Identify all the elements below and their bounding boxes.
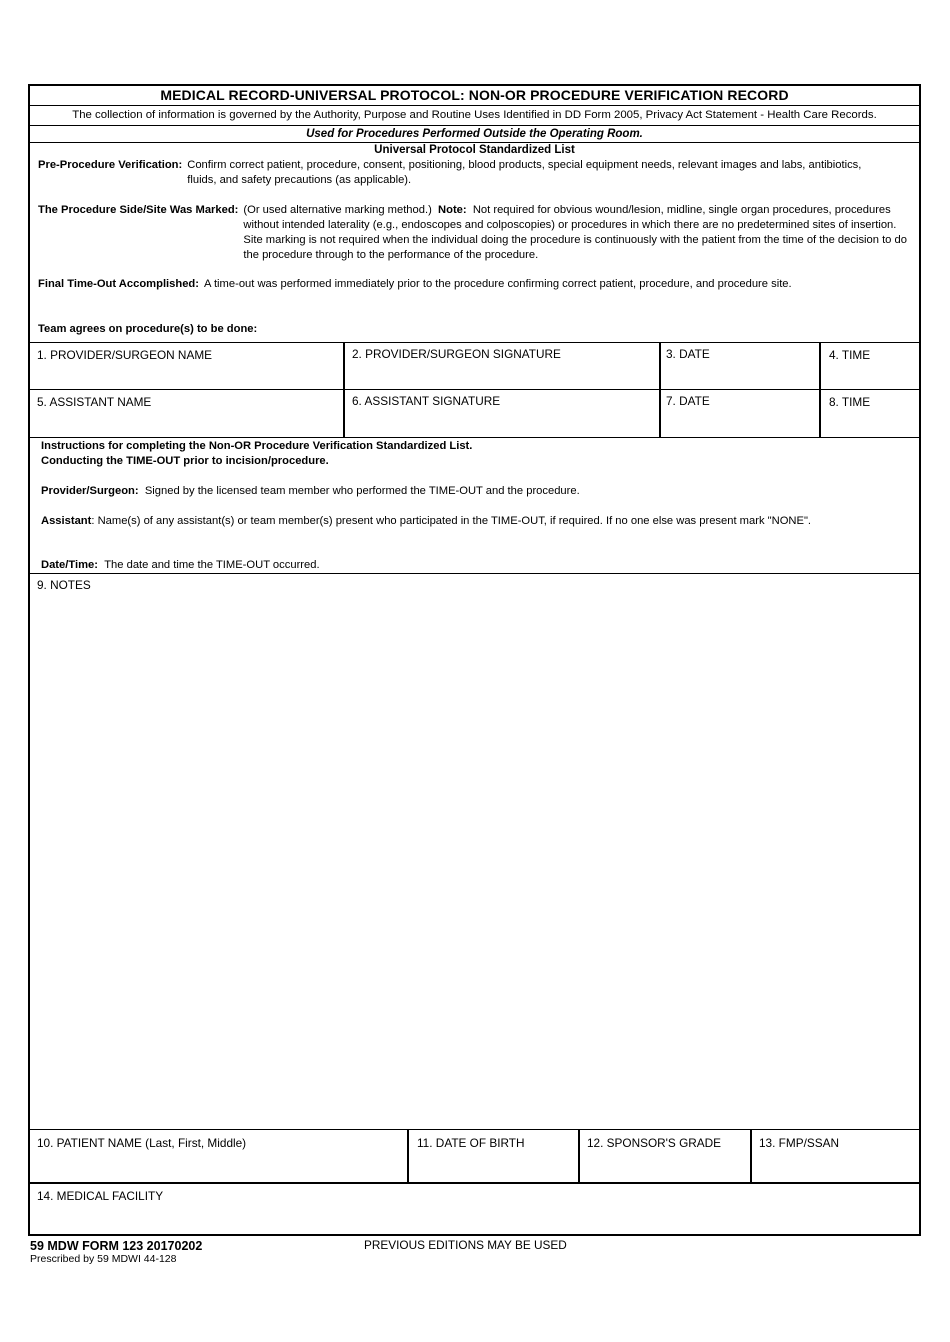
divider xyxy=(659,342,661,437)
instructions-heading: Instructions for completing the Non-OR Procedure Verification Standardized List. xyxy=(41,440,473,452)
assistant-instruction-text: : Name(s) of any assistant(s) or team member(s) present who participated in the TIME-OUT, if required. If no one else was present mark "NONE". xyxy=(91,515,812,527)
provider-instruction xyxy=(41,484,580,499)
time-field[interactable]: 4. TIME xyxy=(829,348,871,362)
instructions-subheading: Conducting the TIME-OUT prior to incision/procedure. xyxy=(41,455,329,467)
site-marked xyxy=(38,203,917,263)
divider xyxy=(750,1129,752,1182)
time-field[interactable]: 8. TIME xyxy=(829,395,871,409)
site-marked-note-label: Note: xyxy=(438,204,467,216)
patient-name-field[interactable]: 10. PATIENT NAME (Last, First, Middle) xyxy=(37,1136,247,1150)
prescribed-by: Prescribed by 59 MDWI 44-128 xyxy=(30,1253,177,1265)
divider xyxy=(30,437,919,438)
previous-editions-note: PREVIOUS EDITIONS MAY BE USED xyxy=(364,1238,567,1252)
used-for-note: Used for Procedures Performed Outside the Operating Room. xyxy=(306,128,643,140)
datetime-instruction-label: Date/Time: xyxy=(41,559,98,571)
date-of-birth-field[interactable]: 11. DATE OF BIRTH xyxy=(417,1136,525,1150)
assistant-instruction-label: Assistant xyxy=(41,515,92,527)
divider xyxy=(407,1129,409,1182)
date-field[interactable]: 7. DATE xyxy=(666,394,710,408)
final-time-out xyxy=(38,277,911,292)
site-marked-text-after: Not required for obvious wound/lesion, midline, single organ procedures, procedures without intended laterality (e.g., endoscopes and colposcopies) or procedures in which there are no predetermined sites of insertion. Site marking is not required when the individual doing the procedure is continuously with the patient from the time of the decision to do the procedure through to the performance of the procedure. xyxy=(243,204,907,261)
provider-instruction-text: Signed by the licensed team member who performed the TIME-OUT and the procedure. xyxy=(144,485,580,497)
final-timeout-label: Final Time-Out Accomplished: xyxy=(38,278,199,290)
standardized-list-title: Universal Protocol Standardized List xyxy=(374,144,575,156)
medical-facility-field[interactable]: 14. MEDICAL FACILITY xyxy=(37,1189,164,1203)
notes-field[interactable]: 9. NOTES xyxy=(37,578,91,592)
verification-form xyxy=(28,84,921,1236)
datetime-instruction-text: The date and time the TIME-OUT occurred. xyxy=(104,559,320,571)
final-timeout-text: A time-out was performed immediately prior to the procedure confirming correct patient, procedure, and procedure site. xyxy=(204,278,792,290)
footer xyxy=(30,1239,202,1265)
team-agrees: Team agrees on procedure(s) to be done: xyxy=(38,323,258,335)
provider-name-field[interactable]: 1. PROVIDER/SURGEON NAME xyxy=(37,348,213,362)
provider-signature-field[interactable]: 2. PROVIDER/SURGEON SIGNATURE xyxy=(352,347,561,361)
provider-instruction-label: Provider/Surgeon: xyxy=(41,485,139,497)
fmp-ssan-field[interactable]: 13. FMP/SSAN xyxy=(759,1136,839,1150)
form-title: MEDICAL RECORD-UNIVERSAL PROTOCOL: NON-OR PROCEDURE VERIFICATION RECORD xyxy=(160,87,789,103)
divider xyxy=(30,1129,919,1130)
date-field[interactable]: 3. DATE xyxy=(666,347,710,361)
divider xyxy=(30,342,919,343)
divider xyxy=(30,573,919,574)
assistant-instruction xyxy=(41,514,859,529)
divider xyxy=(30,389,919,390)
divider xyxy=(30,1182,919,1184)
divider xyxy=(578,1129,580,1182)
sponsor-grade-field[interactable]: 12. SPONSOR'S GRADE xyxy=(587,1136,722,1150)
site-marked-label: The Procedure Side/Site Was Marked: xyxy=(38,204,239,216)
authority-statement: The collection of information is governed by the Authority, Purpose and Routine Uses Identified in DD Form 2005, Privacy Act Statement - Health Care Records. xyxy=(72,109,877,121)
divider xyxy=(343,342,345,437)
datetime-instruction xyxy=(41,558,320,573)
assistant-name-field[interactable]: 5. ASSISTANT NAME xyxy=(37,395,152,409)
pre-procedure-text: Confirm correct patient, procedure, consent, positioning, blood products, special equipment needs, relevant images and labs, antibiotics, fluids, and safety precautions (as applicable). xyxy=(187,159,862,186)
site-marked-text xyxy=(243,203,917,263)
form-number: 59 MDW FORM 123 20170202 xyxy=(30,1239,203,1253)
site-marked-text-before: (Or used alternative marking method.) xyxy=(243,204,432,216)
pre-procedure-label: Pre-Procedure Verification: xyxy=(38,159,183,171)
assistant-signature-field[interactable]: 6. ASSISTANT SIGNATURE xyxy=(352,394,501,408)
pre-procedure-verification xyxy=(38,158,893,188)
divider xyxy=(819,342,821,437)
